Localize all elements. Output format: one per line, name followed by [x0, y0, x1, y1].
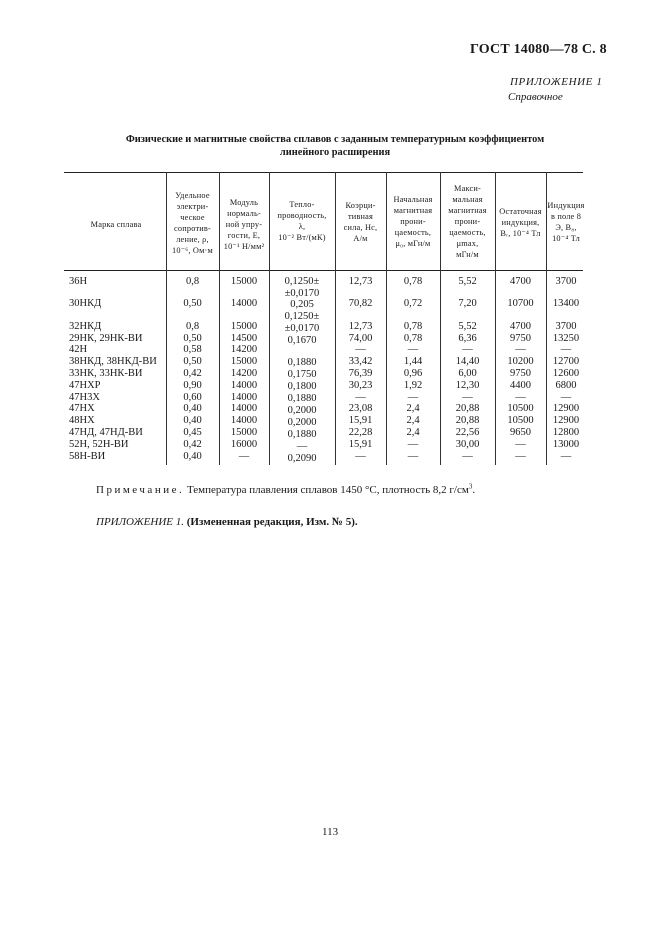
- row-lambda-cell: 0,1250±: [284, 311, 320, 322]
- row-mu0-cell: 0,78: [403, 276, 423, 287]
- row-mumax-cell: 20,88: [455, 415, 480, 426]
- row-br-cell: —: [515, 344, 526, 355]
- note-text: Температура плавления сплавов 1450 °С, плотность 8,2 г/см: [184, 484, 469, 496]
- row-grade: 32НКД: [69, 321, 102, 332]
- row-e-cell: 14000: [230, 392, 258, 403]
- row-e-cell: 16000: [230, 439, 258, 450]
- row-rho-cell: 0,50: [183, 333, 202, 344]
- row-mumax-cell: 6,00: [458, 368, 477, 379]
- row-rho-cell: 0,40: [183, 415, 202, 426]
- row-b8-cell: 6800: [555, 380, 577, 391]
- table-note: [96, 484, 475, 496]
- row-hc-cell: 15,91: [348, 439, 373, 450]
- row-mumax-cell: 7,20: [458, 298, 477, 309]
- row-br-cell: 9750: [510, 333, 531, 344]
- row-mu0-cell: 0,78: [403, 321, 423, 332]
- row-br-cell: 4700: [510, 276, 531, 287]
- row-grade: 29НК, 29НК-ВИ: [69, 333, 143, 344]
- table-title-line: линейного расширения: [279, 147, 391, 158]
- row-rho-cell: 0,8: [185, 321, 200, 332]
- row-br-cell: —: [515, 451, 526, 462]
- table-header-rule: [64, 270, 583, 271]
- row-mu0-cell: 1,44: [403, 356, 423, 367]
- row-lambda-cell: 0,2000: [287, 417, 317, 428]
- row-grade: 38НКД, 38НКД-ВИ: [69, 356, 157, 367]
- row-mu0-cell: 0,96: [403, 368, 423, 379]
- row-e-cell: 14200: [230, 344, 258, 355]
- row-rho-cell: 0,58: [183, 344, 202, 355]
- row-b8-cell: 3700: [555, 276, 577, 287]
- row-rho-cell: 0,50: [183, 298, 202, 309]
- column-header-remanence: Остаточная индукция, Bᵣ, 10⁻⁴ Тл: [499, 207, 542, 238]
- row-hc-cell: 76,39: [348, 368, 373, 379]
- row-grade: 30НКД: [69, 298, 102, 309]
- row-mu0-cell: —: [407, 451, 419, 462]
- row-mu0-cell: —: [407, 344, 419, 355]
- row-br-cell: 10500: [507, 403, 534, 414]
- change-note-ref: ПРИЛОЖЕНИЕ 1.: [96, 516, 184, 528]
- row-mu0-cell: —: [407, 439, 419, 450]
- row-rho-cell: 0,42: [183, 439, 202, 450]
- table-top-rule: [64, 172, 583, 173]
- row-e-cell: —: [238, 451, 250, 462]
- row-b8-cell: —: [560, 451, 572, 462]
- column-header-induction: Индукция в поле 8 Э, B₈, 10⁻⁴ Тл: [547, 201, 585, 243]
- column-header-resistivity: Удельное электри- ческое сопротив- ление, ρ, 10⁻⁶, Ом·м: [172, 191, 213, 255]
- row-mu0-cell: 1,92: [403, 380, 423, 391]
- row-br-cell: —: [515, 439, 526, 450]
- table-title: [80, 133, 590, 159]
- row-mumax-cell: 5,52: [458, 321, 477, 332]
- row-e-cell: 15000: [230, 276, 258, 287]
- row-br-cell: —: [515, 392, 526, 403]
- row-hc-cell: —: [355, 344, 366, 355]
- row-mu0-cell: 0,72: [403, 298, 423, 309]
- row-grade: 47НХР: [69, 380, 101, 391]
- row-mumax-cell: 6,36: [458, 333, 477, 344]
- row-b8-cell: 12800: [552, 427, 580, 438]
- row-b8-cell: 13000: [552, 439, 580, 450]
- row-br-cell: 9750: [510, 368, 531, 379]
- row-grade: 47Н3Х: [69, 392, 100, 403]
- row-b8-cell: 12900: [552, 403, 580, 414]
- row-b8-cell: 12900: [552, 415, 580, 426]
- row-rho-cell: 0,40: [183, 451, 202, 462]
- row-hc-cell: —: [355, 392, 366, 403]
- row-mu0-cell: 2,4: [406, 427, 420, 438]
- row-hc-cell: 33,42: [348, 356, 373, 367]
- row-b8-cell: 13250: [552, 333, 580, 344]
- row-rho-cell: 0,40: [183, 403, 202, 414]
- row-e-cell: 14200: [230, 368, 258, 379]
- row-br-cell: 10500: [507, 415, 534, 426]
- row-mumax-cell: —: [462, 344, 473, 355]
- row-grade: 48НХ: [69, 415, 95, 426]
- row-hc-cell: 22,28: [348, 427, 373, 438]
- row-mumax-cell: 20,88: [455, 403, 480, 414]
- row-lambda-cell: 0,205: [290, 299, 314, 310]
- row-lambda-cell: ±0,0170: [284, 323, 320, 334]
- note-label: Примечание.: [96, 484, 185, 496]
- appendix-label: ПРИЛОЖЕНИЕ 1: [510, 76, 603, 88]
- column-header-grade: Марка сплава: [90, 220, 142, 229]
- row-hc-cell: 23,08: [348, 403, 373, 414]
- row-rho-cell: 0,45: [183, 427, 202, 438]
- row-b8-cell: —: [560, 392, 572, 403]
- column-header-coercivity: Коэрци- тивная сила, Нс, А/м: [343, 201, 378, 243]
- row-e-cell: 14000: [230, 415, 258, 426]
- row-rho-cell: 0,8: [185, 276, 200, 287]
- row-b8-cell: 12600: [552, 368, 580, 379]
- row-grade: 33НК, 33НК-ВИ: [69, 368, 143, 379]
- row-mu0-cell: —: [407, 392, 419, 403]
- row-br-cell: 4400: [510, 380, 531, 391]
- row-grade: 58Н-ВИ: [69, 451, 106, 462]
- row-mumax-cell: —: [462, 451, 473, 462]
- row-grade: 52Н, 52Н-ВИ: [69, 439, 129, 450]
- row-mumax-cell: 14,40: [455, 356, 480, 367]
- column-header-conductivity: Тепло- проводность, λ, 10⁻² Вт/(мК): [277, 200, 327, 242]
- row-br-cell: 10700: [507, 298, 534, 309]
- appendix-type: Справочное: [508, 91, 563, 103]
- row-mu0-cell: 0,78: [403, 333, 423, 344]
- row-grade: 47НД, 47НД-ВИ: [69, 427, 143, 438]
- row-hc-cell: 12,73: [348, 276, 373, 287]
- row-hc-cell: 15,91: [348, 415, 373, 426]
- row-lambda-cell: ±0,0170: [284, 288, 320, 299]
- page-number: 113: [322, 826, 339, 838]
- row-lambda-cell: 0,1670: [287, 335, 317, 346]
- row-e-cell: 15000: [230, 427, 258, 438]
- row-grade: 42Н: [69, 344, 88, 355]
- note-end: .: [472, 484, 476, 496]
- row-rho-cell: 0,50: [183, 356, 202, 367]
- row-e-cell: 15000: [230, 321, 258, 332]
- row-lambda-cell: 0,2000: [287, 405, 317, 416]
- row-hc-cell: 30,23: [348, 380, 373, 391]
- table-title-line: Физические и магнитные свойства сплавов с заданным температурным коэффициентом: [125, 134, 545, 145]
- row-mu0-cell: 2,4: [406, 403, 420, 414]
- change-note: [96, 516, 358, 528]
- row-lambda-cell: 0,1880: [287, 393, 317, 404]
- row-hc-cell: 12,73: [348, 321, 373, 332]
- row-b8-cell: —: [560, 344, 572, 355]
- column-header-max-permeability: Макси- мальная магнитная прони- цаемость, μmax, мГн/м: [448, 184, 487, 259]
- column-header-initial-permeability: Начальная магнитная прони- цаемость, μ₀, мГн/м: [393, 195, 433, 248]
- row-lambda-cell: 0,1800: [287, 381, 317, 392]
- row-b8-cell: 13400: [552, 298, 580, 309]
- row-e-cell: 14500: [230, 333, 258, 344]
- row-hc-cell: 74,00: [348, 333, 373, 344]
- row-lambda-cell: 0,2090: [287, 453, 317, 464]
- column-header-modulus: Модуль нормаль- ной упру- гости, E, 10⁻¹ Н/мм²: [223, 198, 265, 251]
- document-header: ГОСТ 14080—78 С. 8: [470, 42, 607, 57]
- row-hc-cell: —: [355, 451, 366, 462]
- row-e-cell: 14000: [230, 380, 258, 391]
- row-lambda-cell: 0,1750: [287, 369, 317, 380]
- row-mumax-cell: 12,30: [455, 380, 480, 391]
- row-mumax-cell: 22,56: [455, 427, 480, 438]
- row-e-cell: 14000: [230, 298, 258, 309]
- row-mumax-cell: —: [462, 392, 473, 403]
- row-lambda-cell: —: [296, 441, 308, 452]
- row-grade: 47НХ: [69, 403, 95, 414]
- row-mu0-cell: 2,4: [406, 415, 420, 426]
- note-superscript: 3: [468, 482, 473, 491]
- row-grade: 36Н: [69, 276, 88, 287]
- row-e-cell: 15000: [230, 356, 258, 367]
- row-b8-cell: 12700: [552, 356, 580, 367]
- row-hc-cell: 70,82: [348, 298, 373, 309]
- row-e-cell: 14000: [230, 403, 258, 414]
- row-mumax-cell: 30,00: [455, 439, 480, 450]
- row-lambda-cell: 0,1880: [287, 357, 317, 368]
- row-lambda-cell: 0,1250±: [284, 276, 320, 287]
- row-br-cell: 9650: [510, 427, 531, 438]
- row-b8-cell: 3700: [555, 321, 577, 332]
- row-rho-cell: 0,42: [183, 368, 202, 379]
- row-br-cell: 10200: [507, 356, 534, 367]
- row-rho-cell: 0,90: [183, 380, 202, 391]
- row-rho-cell: 0,60: [183, 392, 202, 403]
- change-note-text: (Измененная редакция, Изм. № 5).: [186, 516, 358, 528]
- row-br-cell: 4700: [510, 321, 531, 332]
- row-lambda-cell: 0,1880: [287, 429, 317, 440]
- row-mumax-cell: 5,52: [458, 276, 477, 287]
